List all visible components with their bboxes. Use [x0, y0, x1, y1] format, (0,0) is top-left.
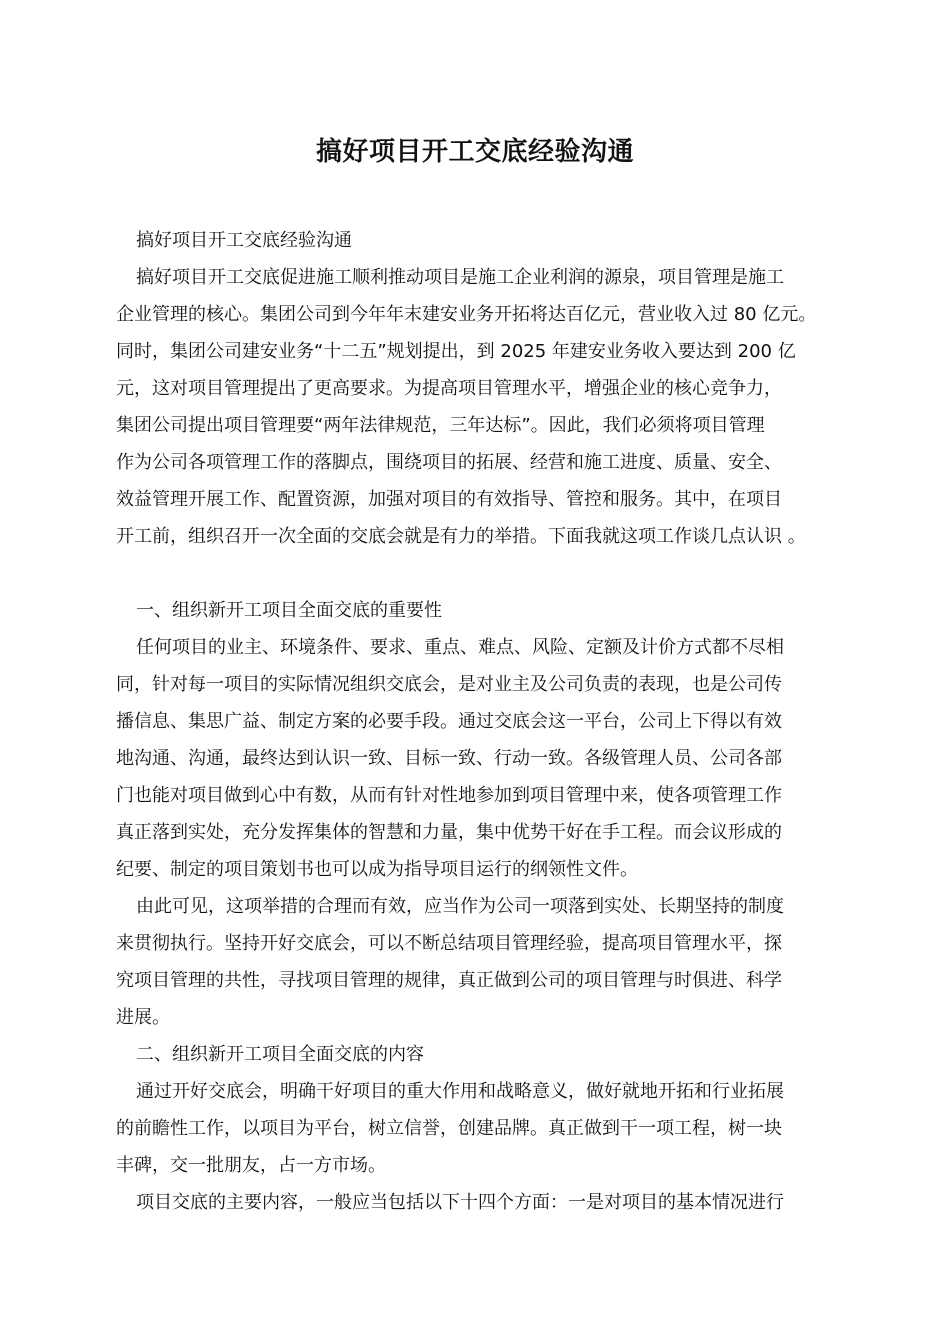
paragraph-line: 来贯彻执行。坚持开好交底会，可以不断总结项目管理经验，提高项目管理水平，探: [116, 933, 782, 954]
paragraph-line: 效益管理开展工作、配置资源，加强对项目的有效指导、管控和服务。其中，在项目: [116, 489, 782, 510]
document-body: [116, 222, 856, 1221]
paragraph-line: 究项目管理的共性，寻找项目管理的规律，真正做到公司的项目管理与时俱进、科学: [116, 970, 782, 991]
paragraph-line: 的前瞻性工作，以项目为平台，树立信誉，创建品牌。真正做到干一项工程，树一块: [116, 1118, 782, 1139]
paragraph-line: 开工前，组织召开一次全面的交底会就是有力的举措。下面我就这项工作谈几点认识 。: [116, 526, 806, 547]
paragraph-line: 丰碑，交一批朋友，占一方市场。: [116, 1155, 386, 1176]
paragraph-line: 同时，集团公司建安业务“十二五”规划提出，到 2025 年建安业务收入要达到 200 亿: [116, 341, 796, 362]
paragraph-line: 同，针对每一项目的实际情况组织交底会，是对业主及公司负责的表现，也是公司传: [116, 674, 782, 695]
paragraph-line: 进展。: [116, 1007, 170, 1028]
paragraph-line: 元，这对项目管理提出了更高要求。为提高项目管理水平，增强企业的核心竞争力，: [116, 378, 782, 399]
paragraph-line: 由此可见，这项举措的合理而有效，应当作为公司一项落到实处、长期坚持的制度: [136, 896, 784, 917]
paragraph-heading-line: 搞好项目开工交底经验沟通: [136, 230, 352, 251]
document-title: 搞好项目开工交底经验沟通: [315, 137, 634, 167]
paragraph-line: 集团公司提出项目管理要“两年法律规范，三年达标”。因此，我们必须将项目管理: [116, 415, 765, 436]
paragraph-line: 真正落到实处，充分发挥集体的智慧和力量，集中优势干好在手工程。而会议形成的: [116, 822, 782, 843]
paragraph-line: 任何项目的业主、环境条件、要求、重点、难点、风险、定额及计价方式都不尽相: [136, 637, 784, 658]
paragraph-line: 门也能对项目做到心中有数，从而有针对性地参加到项目管理中来，使各项管理工作: [116, 785, 782, 806]
paragraph-line: 项目交底的主要内容，一般应当包括以下十四个方面：一是对项目的基本情况进行: [136, 1192, 784, 1213]
section-heading: 二、组织新开工项目全面交底的内容: [136, 1044, 424, 1065]
paragraph-line: 作为公司各项管理工作的落脚点，围绕项目的拓展、经营和施工进度、质量、安全、: [116, 452, 782, 473]
paragraph-line: 通过开好交底会，明确干好项目的重大作用和战略意义，做好就地开拓和行业拓展: [136, 1081, 784, 1102]
paragraph-line: 企业管理的核心。集团公司到今年年末建安业务开拓将达百亿元，营业收入过 80 亿元。: [116, 304, 817, 325]
paragraph-line: 搞好项目开工交底促进施工顺利推动项目是施工企业利润的源泉，项目管理是施工: [136, 267, 784, 288]
paragraph-line: 地沟通、沟通，最终达到认识一致、目标一致、行动一致。各级管理人员、公司各部: [116, 748, 782, 769]
paragraph-line: 播信息、集思广益、制定方案的必要手段。通过交底会这一平台，公司上下得以有效: [116, 711, 782, 732]
paragraph-spacer: [116, 555, 856, 592]
section-heading: 一、组织新开工项目全面交底的重要性: [136, 600, 442, 621]
paragraph-line: 纪要、制定的项目策划书也可以成为指导项目运行的纲领性文件。: [116, 859, 638, 880]
